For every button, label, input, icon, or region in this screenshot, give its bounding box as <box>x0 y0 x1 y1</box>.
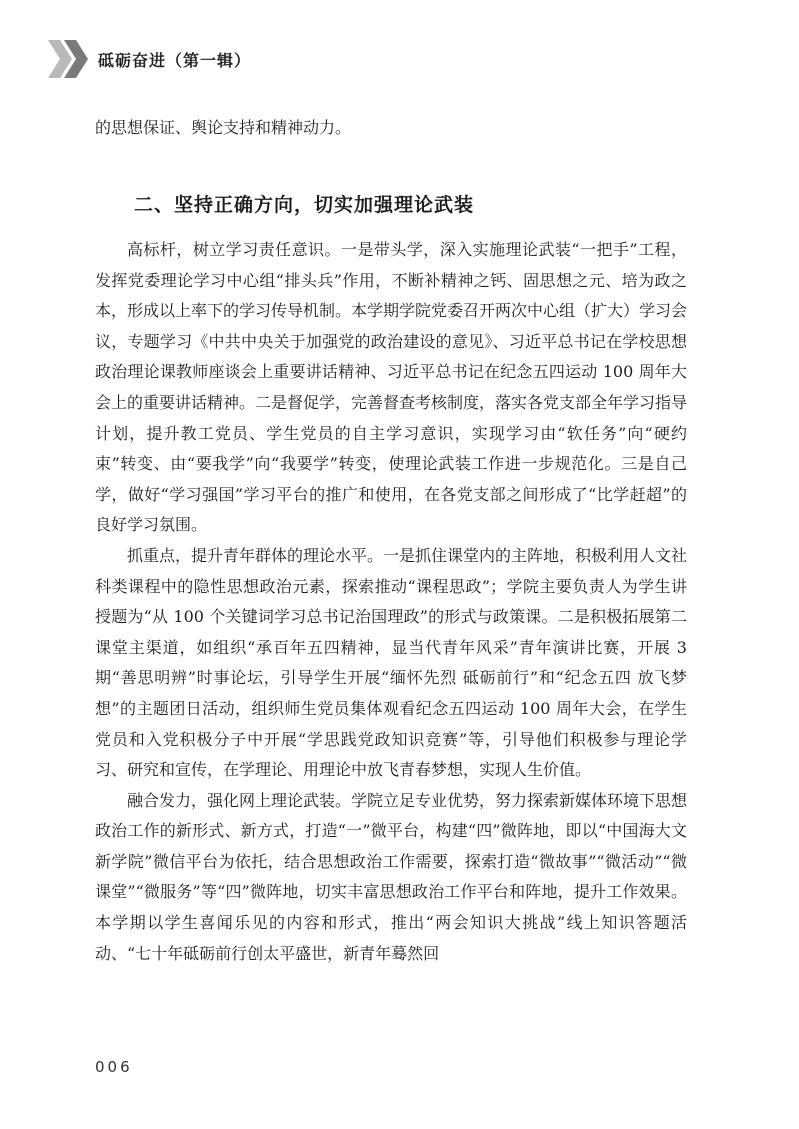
running-header <box>48 36 251 82</box>
book-title: 砥砺奋进（第一辑） <box>98 50 252 70</box>
continued-line: 的思想保证、舆论支持和精神动力。 <box>95 118 352 137</box>
page-number: 006 <box>95 1058 133 1076</box>
double-chevron-icon <box>48 36 90 82</box>
paragraph-3: 融合发力，强化网上理论武装。学院立足专业优势，努力探索新媒体环境下思想政治工作的新形式、新方式，打造“一”微平台，构建“四”微阵地，即以“中国海大文新学院”微信平台为依托，结合思想政治工作需要，探索打造“微故事”“微活动”“微课堂”“微服务”等“四”微阵地，切实丰富思想政治工作平台和阵地，提升工作效果。本学期以学生喜闻乐见的内容和形式，推出“两会知识大挑战”线上知识答题活动、“七十年砥砺前行创太平盛世，新青年蓦然回 <box>95 790 688 963</box>
section-heading: 二、坚持正确方向，切实加强理论武装 <box>134 193 475 216</box>
body-text <box>95 235 687 969</box>
paragraph-2: 抓重点，提升青年群体的理论水平。一是抓住课堂内的主阵地，积极利用人文社科类课程中的隐性思想政治元素，探索推动“课程思政”；学院主要负责人为学生讲授题为“从 100 个关键词学习总书记治国理政”的形式与政策课。二是积极拓展第二课堂主渠道，如组织“承百年五四精神，显当代青年风采”青年演讲比赛，开展 3 期“善思明辨”时事论坛，引导学生开展“缅怀先烈 砥砺前行”和“纪念五四 放飞梦想”的主题团日活动，组织师生党员集体观看纪念五四运动 100 周年大会，在学生党员和入党积极分子中开展“学思践党政知识竞赛”等，引导他们积极参与理论学习、研究和宣传，在学理论、用理论中放飞青春梦想，实现人生价值。 <box>95 545 688 780</box>
paragraph-1: 高标杆，树立学习责任意识。一是带头学，深入实施理论武装“一把手”工程，发挥党委理论学习中心组“排头兵”作用，不断补精神之钙、固思想之元、培为政之本，形成以上率下的学习传导机制。本学期学院党委召开两次中心组（扩大）学习会议，专题学习《中共中央关于加强党的政治建设的意见》、习近平总书记在学校思想政治理论课教师座谈会上重要讲话精神、习近平总书记在纪念五四运动 100 周年大会上的重要讲话精神。二是督促学，完善督查考核制度，落实各党支部全年学习指导计划，提升教工党员、学生党员的自主学习意识，实现学习由“软任务”向“硬约束”转变、由“要我学”向“我要学”转变，使理论武装工作进一步规范化。三是自己学，做好“学习强国”学习平台的推广和使用，在各党支部之间形成了“比学赶超”的良好学习氛围。 <box>95 240 688 535</box>
